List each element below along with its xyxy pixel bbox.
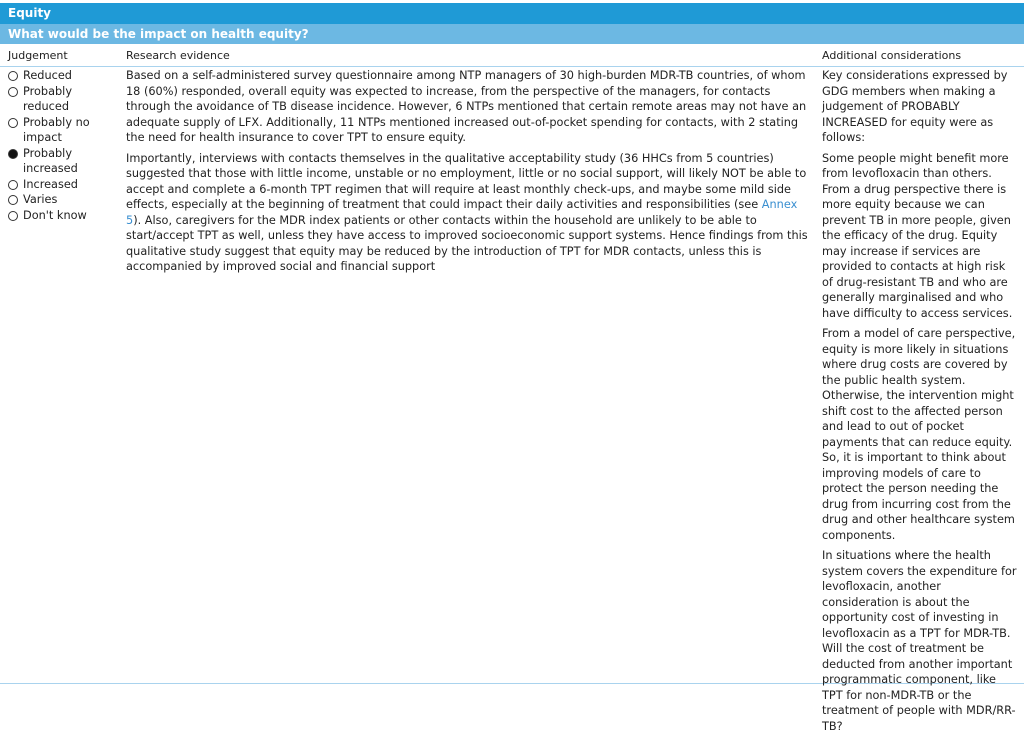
radio-icon — [8, 180, 18, 190]
judgement-option[interactable] — [8, 192, 116, 208]
consideration-paragraph: From a model of care perspective, equity is more likely in situations where drug costs are covered by the public health system. Otherwise, the intervention might shift cost to the affected person and lead to out of pocket payments that can reduce equity. So, it is important to think about improving models of care to protect the person needing the drug from incurring cost from the drug and other healthcare system components. — [822, 327, 1016, 542]
section-title: Equity — [0, 3, 1024, 24]
judgement-option[interactable] — [8, 68, 116, 84]
research-evidence-header: Research evidence — [126, 49, 230, 62]
judgement-option-label: Probably no impact — [23, 115, 90, 144]
additional-considerations-header: Additional considerations — [822, 49, 962, 62]
judgement-options — [8, 68, 116, 223]
judgement-header: Judgement — [8, 49, 68, 62]
research-evidence — [126, 68, 812, 280]
radio-icon — [8, 211, 18, 221]
evidence-text: ). Also, caregivers for the MDR index patients or other contacts within the household are unlikely to be able to start/accept TPT as well, unless they have access to improved socioeconomic support systems. Hence findings from this qualitative study suggest that equity may be reduced by the introduction of TPT for MDR contacts, unless this is accompanied by improved social and financial support — [126, 213, 808, 273]
consideration-paragraph: Some people might benefit more from levofloxacin than others. From a drug perspective there is more equity because we can prevent TB in more people, given the efficacy of the drug. Equity may increase if services are provided to contacts at high risk of drug-resistant TB and who are generally marginalised and who have difficulty to access services. — [822, 151, 1013, 320]
consideration-paragraph: In situations where the health system covers the expenditure for levofloxacin, another consideration is about the opportunity cost of investing in levofloxacin as a TPT for MDR-TB. Will the cost of treatment be deducted from another important programmatic component, like TPT for non-MDR-TB or the treatment of people with MDR/RR-TB? — [822, 549, 1017, 733]
radio-icon — [8, 118, 18, 128]
judgement-option[interactable] — [8, 208, 116, 224]
consideration-paragraph: Key considerations expressed by GDG members when making a judgement of PROBABLY INCREASED for equity were as follows: — [822, 69, 1008, 144]
judgement-option-label: Don't know — [23, 208, 87, 222]
judgement-option-label: Reduced — [23, 69, 72, 82]
judgement-option-label: Probably reduced — [23, 84, 73, 113]
radio-icon — [8, 195, 18, 205]
evidence-paragraph: Based on a self-administered survey questionnaire among NTP managers of 30 high-burden MDR-TB countries, of whom 18 (60%) responded, overall equity was expected to increase, from the perspective of the managers, for contacts through the avoidance of TB disease incidence. However, 6 NTPs mentioned that certain remote areas may not have an adequate supply of LFX. Additionally, 11 NTPs mentioned increased out-of-pocket spending for contacts, with 2 stating the need for health insurance to cover TPT to ensure equity. — [126, 69, 807, 144]
judgement-option[interactable] — [8, 177, 116, 193]
judgement-option[interactable] — [8, 115, 116, 146]
judgement-option[interactable] — [8, 146, 116, 177]
evidence-text: Importantly, interviews with contacts themselves in the qualitative acceptability study (36 HHCs from 5 countries) suggested that those with little income, unstable or no employment, little or no social support, will likely NOT be able to accept and complete a 6-month TPT regimen that will require at least monthly check-ups, and maybe some mild side effects, especially at the beginning of treatment that could impact their daily activities and responsibilities (see — [126, 151, 807, 211]
evidence-paragraph — [126, 151, 812, 275]
radio-icon — [8, 71, 18, 81]
question-heading: What would be the impact on health equity? — [0, 24, 1024, 44]
radio-icon — [8, 87, 18, 97]
annex-link[interactable]: Annex 5 — [126, 198, 798, 227]
judgement-option-label: Increased — [23, 177, 78, 191]
judgement-option-label: Varies — [23, 193, 58, 206]
judgement-option-label: Probably increased — [23, 146, 78, 175]
header-divider — [0, 66, 1024, 67]
additional-considerations — [822, 68, 1018, 739]
radio-selected-icon — [8, 149, 18, 159]
judgement-option[interactable] — [8, 84, 116, 115]
